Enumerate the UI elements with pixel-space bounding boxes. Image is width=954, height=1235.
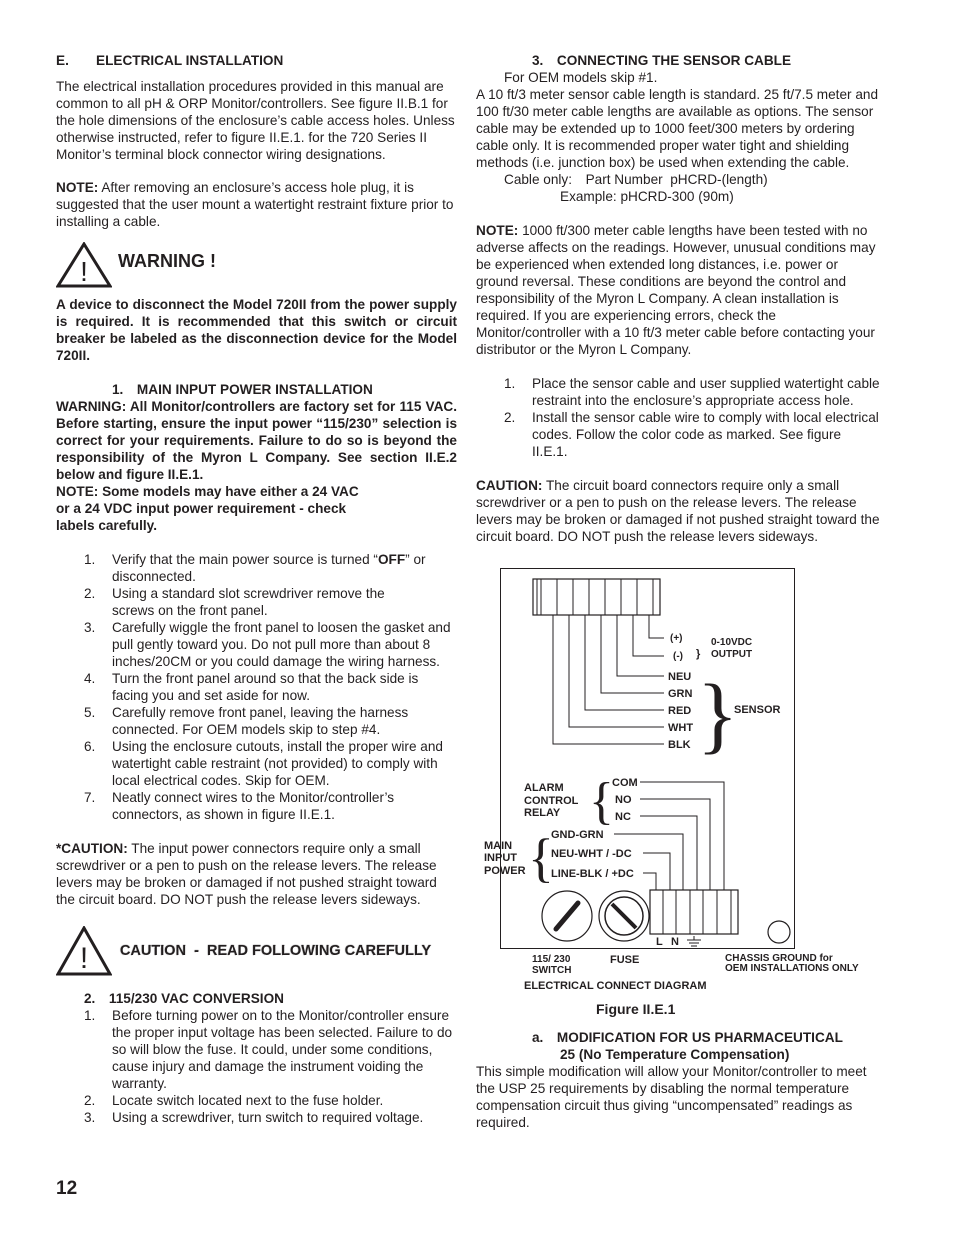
electrical-connect-diagram bbox=[480, 560, 900, 1000]
section-heading: E. ELECTRICAL INSTALLATION bbox=[56, 53, 284, 68]
sensor-brace: } bbox=[697, 666, 739, 762]
warning-icon bbox=[56, 242, 112, 288]
cable-only: Cable only: Part Number pHCRD-(length) bbox=[504, 172, 768, 187]
right-column-bottom bbox=[476, 1001, 880, 1131]
switch-label-1: 115/ 230 bbox=[532, 954, 571, 965]
output-label-2: OUTPUT bbox=[711, 649, 753, 660]
fuse-icon bbox=[599, 891, 649, 941]
note-text: After removing an enclosure’s access hole plug, it is suggested that the user mount a watertight restraint fixture prior to installing a cable. bbox=[56, 180, 454, 229]
main-input-steps bbox=[56, 551, 457, 823]
output-brace: } bbox=[696, 648, 701, 660]
figure-caption: Figure II.E.1 bbox=[596, 1001, 676, 1017]
relay-label-1: ALARM bbox=[524, 782, 564, 794]
list-item: 5. Carefully remove front panel, leaving the harness connected. For OEM models skip to step #4. bbox=[84, 705, 409, 737]
caution-paragraph: *CAUTION: The input power connectors require only a small screwdriver or a pen to push on the release levers. The release levers may be broken or damaged if not pushed straight toward the circuit board. DO NOT push the release levers sideways. bbox=[56, 841, 437, 907]
list-item: 7. Neatly connect wires to the Monitor/controller’s connectors, as shown in figure II.E.1. bbox=[84, 790, 395, 822]
mod-heading-1: a. MODIFICATION FOR US PHARMACEUTICAL bbox=[532, 1030, 843, 1045]
list-item: 4. Turn the front panel around so that the back side is facing you and set aside for now. bbox=[84, 671, 419, 703]
chassis-label-1: CHASSIS GROUND for bbox=[725, 953, 833, 964]
mod-heading-2: 25 (No Temperature Compensation) bbox=[560, 1047, 790, 1062]
main-brace: { bbox=[528, 828, 554, 888]
output-label-1: 0-10VDC bbox=[711, 637, 753, 648]
intro-paragraph: The electrical installation procedures provided in this manual are common to all pH & ORP Monitor/controllers. See figure II.B.1 for the hole dimensions of the enclosure’s cable access holes. Unless otherwise instructed, refer to figure II.E.1. for the 720 Series II Monitor’s terminal block connector wiring designations. bbox=[56, 79, 455, 162]
fuse-label: FUSE bbox=[610, 954, 640, 966]
relay-nc: NC bbox=[615, 811, 631, 823]
chassis-ground-icon bbox=[768, 921, 790, 943]
diagram-title: ELECTRICAL CONNECT DIAGRAM bbox=[524, 980, 707, 992]
note-paragraph bbox=[56, 179, 457, 230]
main-input-note: NOTE: Some models may have either a 24 VAC or a 24 VDC input power requirement - check labels carefully. bbox=[56, 484, 359, 533]
sensor-wires bbox=[553, 615, 664, 744]
main-input-heading: 1. MAIN INPUT POWER INSTALLATION bbox=[112, 382, 373, 397]
relay-label-3: RELAY bbox=[524, 807, 561, 819]
right-column bbox=[476, 52, 880, 545]
list-item: 2. Locate switch located next to the fuse holder. bbox=[84, 1093, 384, 1108]
sensor-caution: CAUTION: The circuit board connectors require only a small screwdriver or a pen to push on the release levers. The release levers may be broken or damaged if not pushed straight toward the circuit board. DO NOT push the release levers sideways. bbox=[476, 478, 880, 544]
svg-text:!: ! bbox=[80, 256, 88, 287]
warning-text: A device to disconnect the Model 720II from the power supply is required. It is recommended that this switch or circuit breaker be labeled as the disconnection device for the Model 720II. bbox=[56, 297, 457, 363]
chassis-label-2: OEM INSTALLATIONS ONLY bbox=[725, 963, 859, 974]
relay-label-2: CONTROL bbox=[524, 795, 579, 807]
wire-blk: BLK bbox=[668, 739, 691, 751]
l-label: L bbox=[656, 936, 663, 948]
main-line: LINE-BLK / +DC bbox=[551, 868, 634, 880]
relay-com: COM bbox=[612, 777, 638, 789]
wire-red: RED bbox=[668, 705, 692, 717]
wire-grn: GRN bbox=[668, 688, 693, 700]
sensor-label: SENSOR bbox=[734, 704, 781, 716]
list-item: 3. Using a screwdriver, turn switch to required voltage. bbox=[84, 1110, 424, 1125]
sensor-connector-block bbox=[533, 579, 660, 615]
minus-label: (-) bbox=[673, 651, 683, 662]
caution-banner: CAUTION - READ FOLLOWING CAREFULLY bbox=[120, 942, 432, 959]
relay-no: NO bbox=[615, 794, 632, 806]
svg-text:!: ! bbox=[79, 942, 89, 975]
wire-neu: NEU bbox=[668, 671, 692, 683]
oem-skip: For OEM models skip #1. bbox=[504, 70, 658, 85]
warning-header bbox=[56, 242, 457, 288]
power-connector-block bbox=[650, 890, 738, 934]
list-item: 1. Verify that the main power source is turned “OFF” or disconnected. bbox=[84, 552, 426, 584]
list-item: 6. Using the enclosure cutouts, install the proper wire and watertight cable restraint (not provided) to comply with local electrical codes. Skip for OEM. bbox=[84, 739, 443, 788]
voltage-switch-icon bbox=[542, 891, 592, 941]
switch-label-2: SWITCH bbox=[532, 965, 572, 976]
wire-wht: WHT bbox=[668, 722, 694, 734]
main-label-1: MAIN bbox=[484, 840, 513, 852]
caution-icon bbox=[56, 926, 112, 976]
n-label: N bbox=[671, 936, 679, 948]
sensor-heading: 3. CONNECTING THE SENSOR CABLE bbox=[532, 53, 792, 68]
main-gnd: GND-GRN bbox=[551, 829, 604, 841]
caution-header bbox=[56, 926, 457, 976]
list-item: 2. Using a standard slot screwdriver remove the screws on the front panel. bbox=[84, 586, 385, 618]
plus-label: (+) bbox=[670, 633, 683, 644]
list-item: 1. Before turning power on to the Monitor/controller ensure the proper input voltage has been selected. Failure to do so will blow the fuse. It could, under some conditions, cause injury and damage the instrument voiding the warranty. bbox=[84, 1008, 453, 1091]
list-item: 3. Carefully wiggle the front panel to loosen the gasket and pull gently toward you. Do not pull more than about 8 inches/20CM or you could damage the wiring harness. bbox=[84, 620, 451, 669]
sensor-note: NOTE: 1000 ft/300 meter cable lengths have been tested with no adverse affects on the readings. However, unusual conditions may be experienced when extended long distances, i.e. power or ground reversal. These conditions are beyond the control and responsibility of the Myron L Company. A clean installation is required. If you are experiencing errors, check the Monitor/controller with a 10 ft/3 meter cable before contacting your distributor or the Myron L Company. bbox=[476, 223, 876, 357]
main-neu: NEU-WHT / -DC bbox=[551, 848, 632, 860]
conversion-steps bbox=[56, 1007, 457, 1126]
list-item: 2. Install the sensor cable wire to comply with local electrical codes. Follow the color code as marked. See figure II.E.1. bbox=[504, 410, 879, 459]
conversion-heading: 2. 115/230 VAC CONVERSION bbox=[84, 991, 284, 1006]
main-input-warning: WARNING: All Monitor/controllers are factory set for 115 VAC. Before starting, ensure the input power “115/230” selection is correct for your requirements. Failure to do so is beyond the responsibility of the Myron L Company. See section II.E.2 below and figure II.E.1. bbox=[56, 399, 457, 482]
relay-brace: { bbox=[589, 773, 614, 830]
cable-example: Example: pHCRD-300 (90m) bbox=[560, 189, 734, 204]
page-number: 12 bbox=[56, 1178, 78, 1199]
mod-text: This simple modification will allow your Monitor/controller to meet the USP 25 requirements by disabling the normal temperature compensation circuit thus giving “uncompensated” readings as required. bbox=[476, 1064, 867, 1130]
ground-icon bbox=[687, 936, 701, 946]
list-item: 1. Place the sensor cable and user supplied watertight cable restraint into the enclosure’s appropriate access hole. bbox=[504, 376, 880, 408]
main-label-3: POWER bbox=[484, 865, 526, 877]
sensor-steps bbox=[476, 375, 880, 460]
note-label: NOTE: bbox=[56, 180, 99, 195]
main-label-2: INPUT bbox=[484, 852, 517, 864]
warning-title: WARNING ! bbox=[118, 250, 216, 271]
left-column bbox=[56, 52, 457, 1126]
sensor-text: A 10 ft/3 meter sensor cable length is standard. 25 ft/7.5 meter and 100 ft/30 meter cable lengths are available as options. The sensor cable may be extended up to 1000 feet/300 meters by ordering cable only. It is recommended proper water tight and shielding methods (i.e. junction box) be used when extending the cable. bbox=[476, 87, 879, 170]
